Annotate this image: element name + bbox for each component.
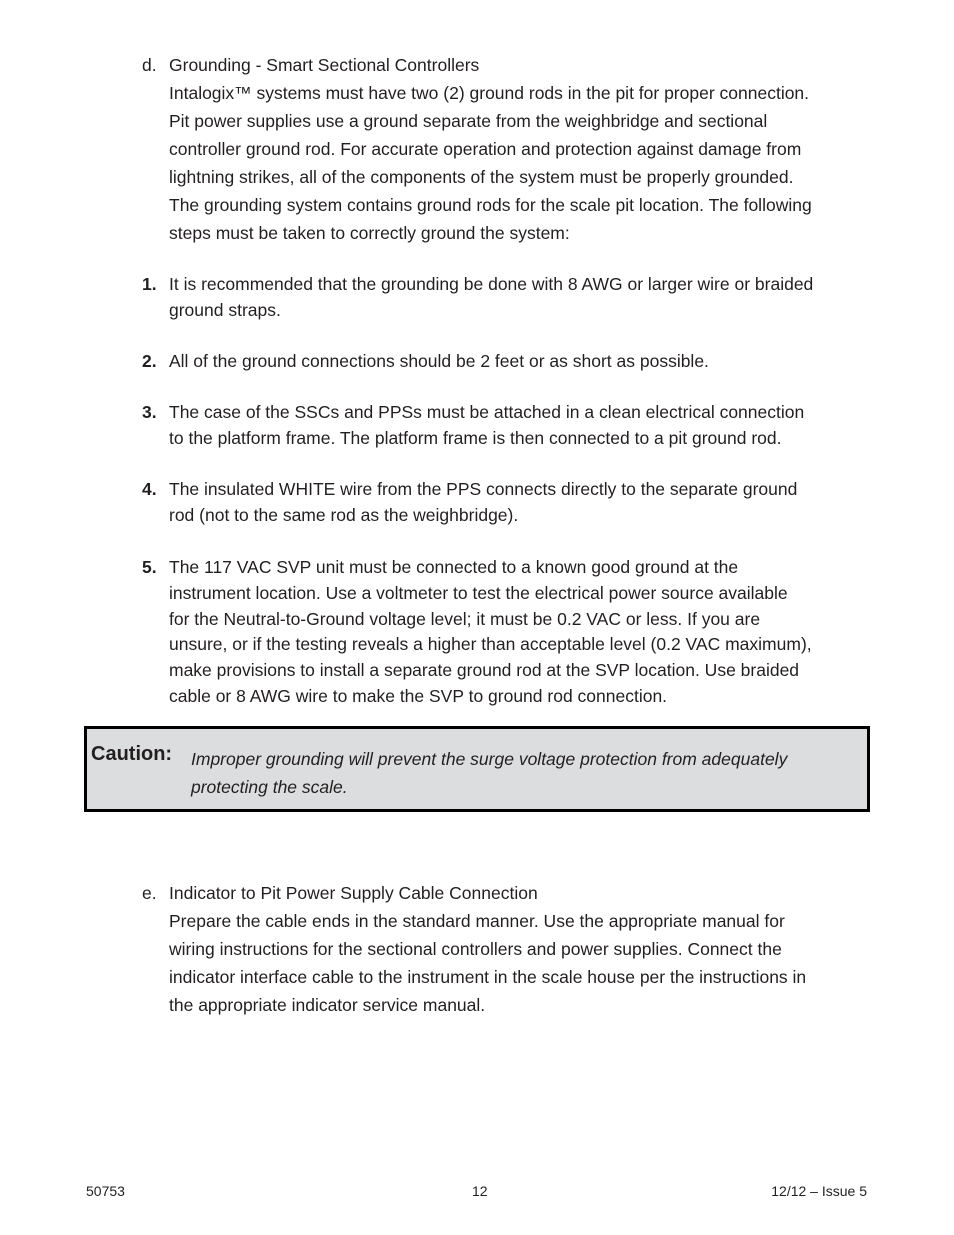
step-5 bbox=[142, 555, 882, 710]
section-d-letter: d. bbox=[142, 55, 157, 75]
caution-label: Caution: bbox=[91, 743, 173, 765]
section-d-line: controller ground rod. For accurate operation and protection against damage from bbox=[169, 139, 802, 159]
section-e-line: indicator interface cable to the instrument in the scale house per the instructions in bbox=[169, 967, 807, 987]
section-e-letter: e. bbox=[142, 883, 157, 903]
step-line: The insulated WHITE wire from the PPS connects directly to the separate ground bbox=[169, 479, 798, 499]
section-e-title: Indicator to Pit Power Supply Cable Connection bbox=[169, 883, 538, 903]
step-2 bbox=[142, 349, 882, 375]
step-number: 2. bbox=[142, 351, 157, 371]
footer-page-number: 12 bbox=[472, 1183, 488, 1199]
caution-message bbox=[191, 745, 861, 801]
step-line: ground straps. bbox=[169, 299, 281, 320]
footer-doc-number: 50753 bbox=[86, 1183, 125, 1199]
section-e-body bbox=[169, 907, 884, 1019]
step-1 bbox=[142, 272, 882, 324]
step-number: 1. bbox=[142, 274, 157, 294]
step-line: make provisions to install a separate ground rod at the SVP location. Use braided bbox=[169, 660, 800, 681]
section-e-line: the appropriate indicator service manual. bbox=[169, 995, 486, 1015]
section-e-heading bbox=[142, 879, 882, 907]
step-line: instrument location. Use a voltmeter to test the electrical power source available bbox=[169, 582, 788, 603]
section-d-line: steps must be taken to correctly ground the system: bbox=[169, 223, 570, 243]
step-number: 3. bbox=[142, 402, 157, 422]
section-e-line: wiring instructions for the sectional controllers and power supplies. Connect the bbox=[169, 939, 782, 959]
step-number: 4. bbox=[142, 479, 157, 499]
caution-line: protecting the scale. bbox=[191, 777, 348, 797]
step-3 bbox=[142, 400, 882, 452]
step-line: for the Neutral-to-Ground voltage level; it must be 0.2 VAC or less. If you are bbox=[169, 608, 761, 629]
step-line: All of the ground connections should be 2 feet or as short as possible. bbox=[169, 351, 709, 371]
section-d-body bbox=[169, 79, 884, 247]
step-4 bbox=[142, 477, 882, 529]
section-d-title: Grounding - Smart Sectional Controllers bbox=[169, 55, 480, 75]
step-line: unsure, or if the testing reveals a higher than acceptable level (0.2 VAC maximum), bbox=[169, 634, 812, 655]
step-line: It is recommended that the grounding be done with 8 AWG or larger wire or braided bbox=[169, 274, 814, 294]
section-e-line: Prepare the cable ends in the standard manner. Use the appropriate manual for bbox=[169, 911, 785, 931]
step-line: The 117 VAC SVP unit must be connected to a known good ground at the bbox=[169, 557, 739, 577]
section-d-line: Pit power supplies use a ground separate from the weighbridge and sectional bbox=[169, 111, 768, 131]
step-number: 5. bbox=[142, 557, 157, 577]
section-d-line: The grounding system contains ground rods for the scale pit location. The following bbox=[169, 195, 812, 215]
section-d-heading bbox=[142, 51, 882, 79]
section-d-line: Intalogix™ systems must have two (2) ground rods in the pit for proper connection. bbox=[169, 83, 810, 103]
footer-issue: 12/12 – Issue 5 bbox=[771, 1183, 867, 1199]
section-d-line: lightning strikes, all of the components of the system must be properly grounded. bbox=[169, 167, 794, 187]
step-line: cable or 8 AWG wire to make the SVP to ground rod connection. bbox=[169, 685, 668, 706]
caution-line: Improper grounding will prevent the surge voltage protection from adequately bbox=[191, 749, 788, 769]
step-line: The case of the SSCs and PPSs must be attached in a clean electrical connection bbox=[169, 402, 805, 422]
step-line: rod (not to the same rod as the weighbridge). bbox=[169, 504, 519, 525]
step-line: to the platform frame. The platform frame is then connected to a pit ground rod. bbox=[169, 427, 782, 448]
caution-box bbox=[84, 726, 870, 812]
